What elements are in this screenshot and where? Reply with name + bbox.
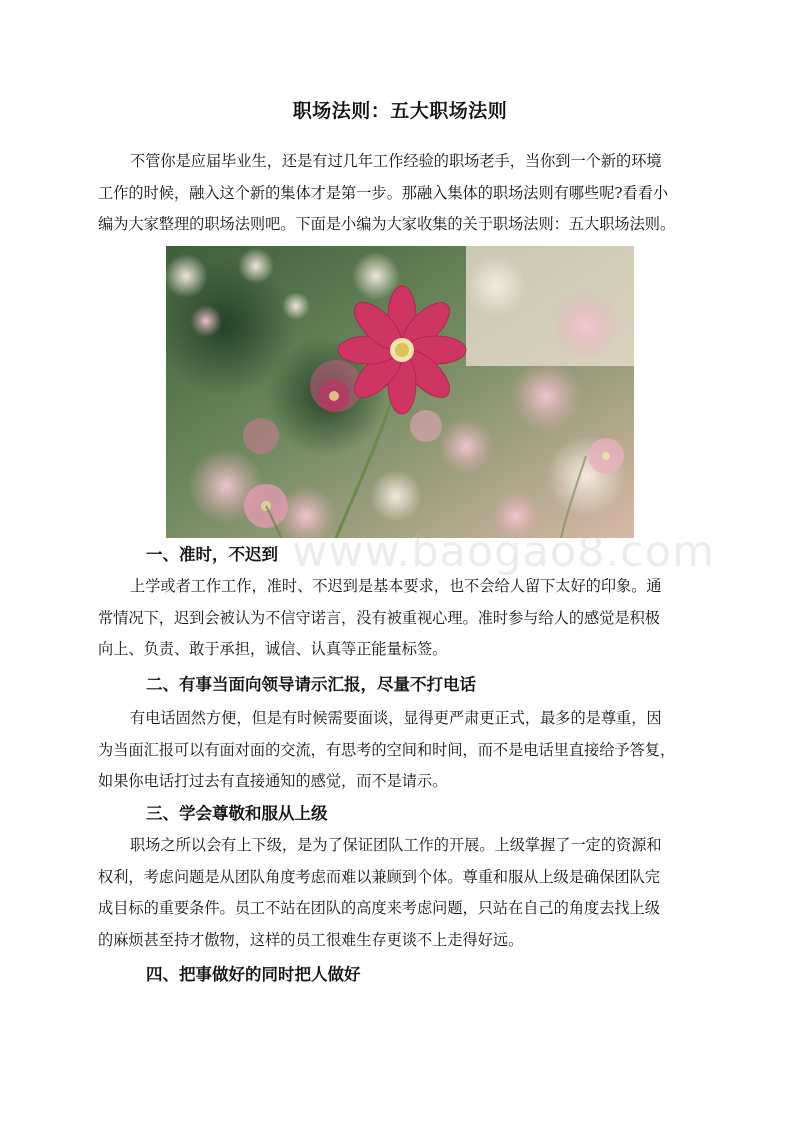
section-paragraph-1 — [98, 571, 662, 666]
section-1-line-1: 上学或者工作工作，准时、不迟到是基本要求，也不会给人留下太好的印象。通 — [130, 577, 662, 595]
section-heading-4: 四、把事做好的同时把人做好 — [146, 965, 361, 984]
intro-line-3: 编为大家整理的职场法则吧。下面是小编为大家收集的关于职场法则：五大职场法则。 — [98, 215, 676, 233]
section-2-line-1: 有电话固然方便，但是有时候需要面谈，显得更严肃更正式，最多的是尊重，因 — [130, 709, 662, 727]
intro-line-1: 不管你是应届毕业生，还是有过几年工作经验的职场老手，当你到一个新的环境 — [130, 152, 662, 170]
section-paragraph-3 — [98, 830, 662, 956]
watermark: www.baogao8.com — [292, 527, 715, 577]
intro-line-2: 工作的时候，融入这个新的集体才是第一步。那融入集体的职场法则有哪些呢?看看小 — [98, 183, 669, 202]
section-paragraph-2 — [98, 703, 676, 798]
flower-photo-icon — [166, 246, 634, 538]
section-heading-1: 一、准时，不迟到 — [146, 545, 278, 564]
flower-photo — [166, 246, 634, 538]
section-1-line-2: 常情况下，迟到会被认为不信守诺言，没有被重视心理。准时参与给人的感觉是积极 — [98, 608, 660, 627]
section-2-line-3: 如果你电话打过去有直接通知的感觉，而不是请示。 — [98, 772, 448, 790]
section-3-line-1: 职场之所以会有上下级，是为了保证团队工作的开展。上级掌握了一定的资源和 — [130, 836, 662, 854]
document-title: 职场法则：五大职场法则 — [292, 100, 508, 122]
section-3-line-2: 权利，考虑问题是从团队角度考虑而难以兼顾到个体。尊重和服从上级是确保团队完 — [98, 867, 660, 886]
intro-paragraph — [98, 146, 676, 241]
section-heading-3: 三、学会尊敬和服从上级 — [146, 804, 328, 823]
section-3-line-4: 的麻烦甚至持才傲物，这样的员工很难生存更谈不上走得好远。 — [98, 930, 524, 949]
section-1-line-3: 向上、负责、敢于承担，诚信、认真等正能量标签。 — [98, 640, 448, 658]
section-heading-2: 二、有事当面向领导请示汇报，尽量不打电话 — [146, 675, 476, 694]
section-3-line-3: 成目标的重要条件。员工不站在团队的高度来考虑问题，只站在自己的角度去找上级 — [98, 899, 660, 917]
section-2-line-2: 为当面汇报可以有面对面的交流，有思考的空间和时间，而不是电话里直接给予答复， — [98, 740, 676, 759]
